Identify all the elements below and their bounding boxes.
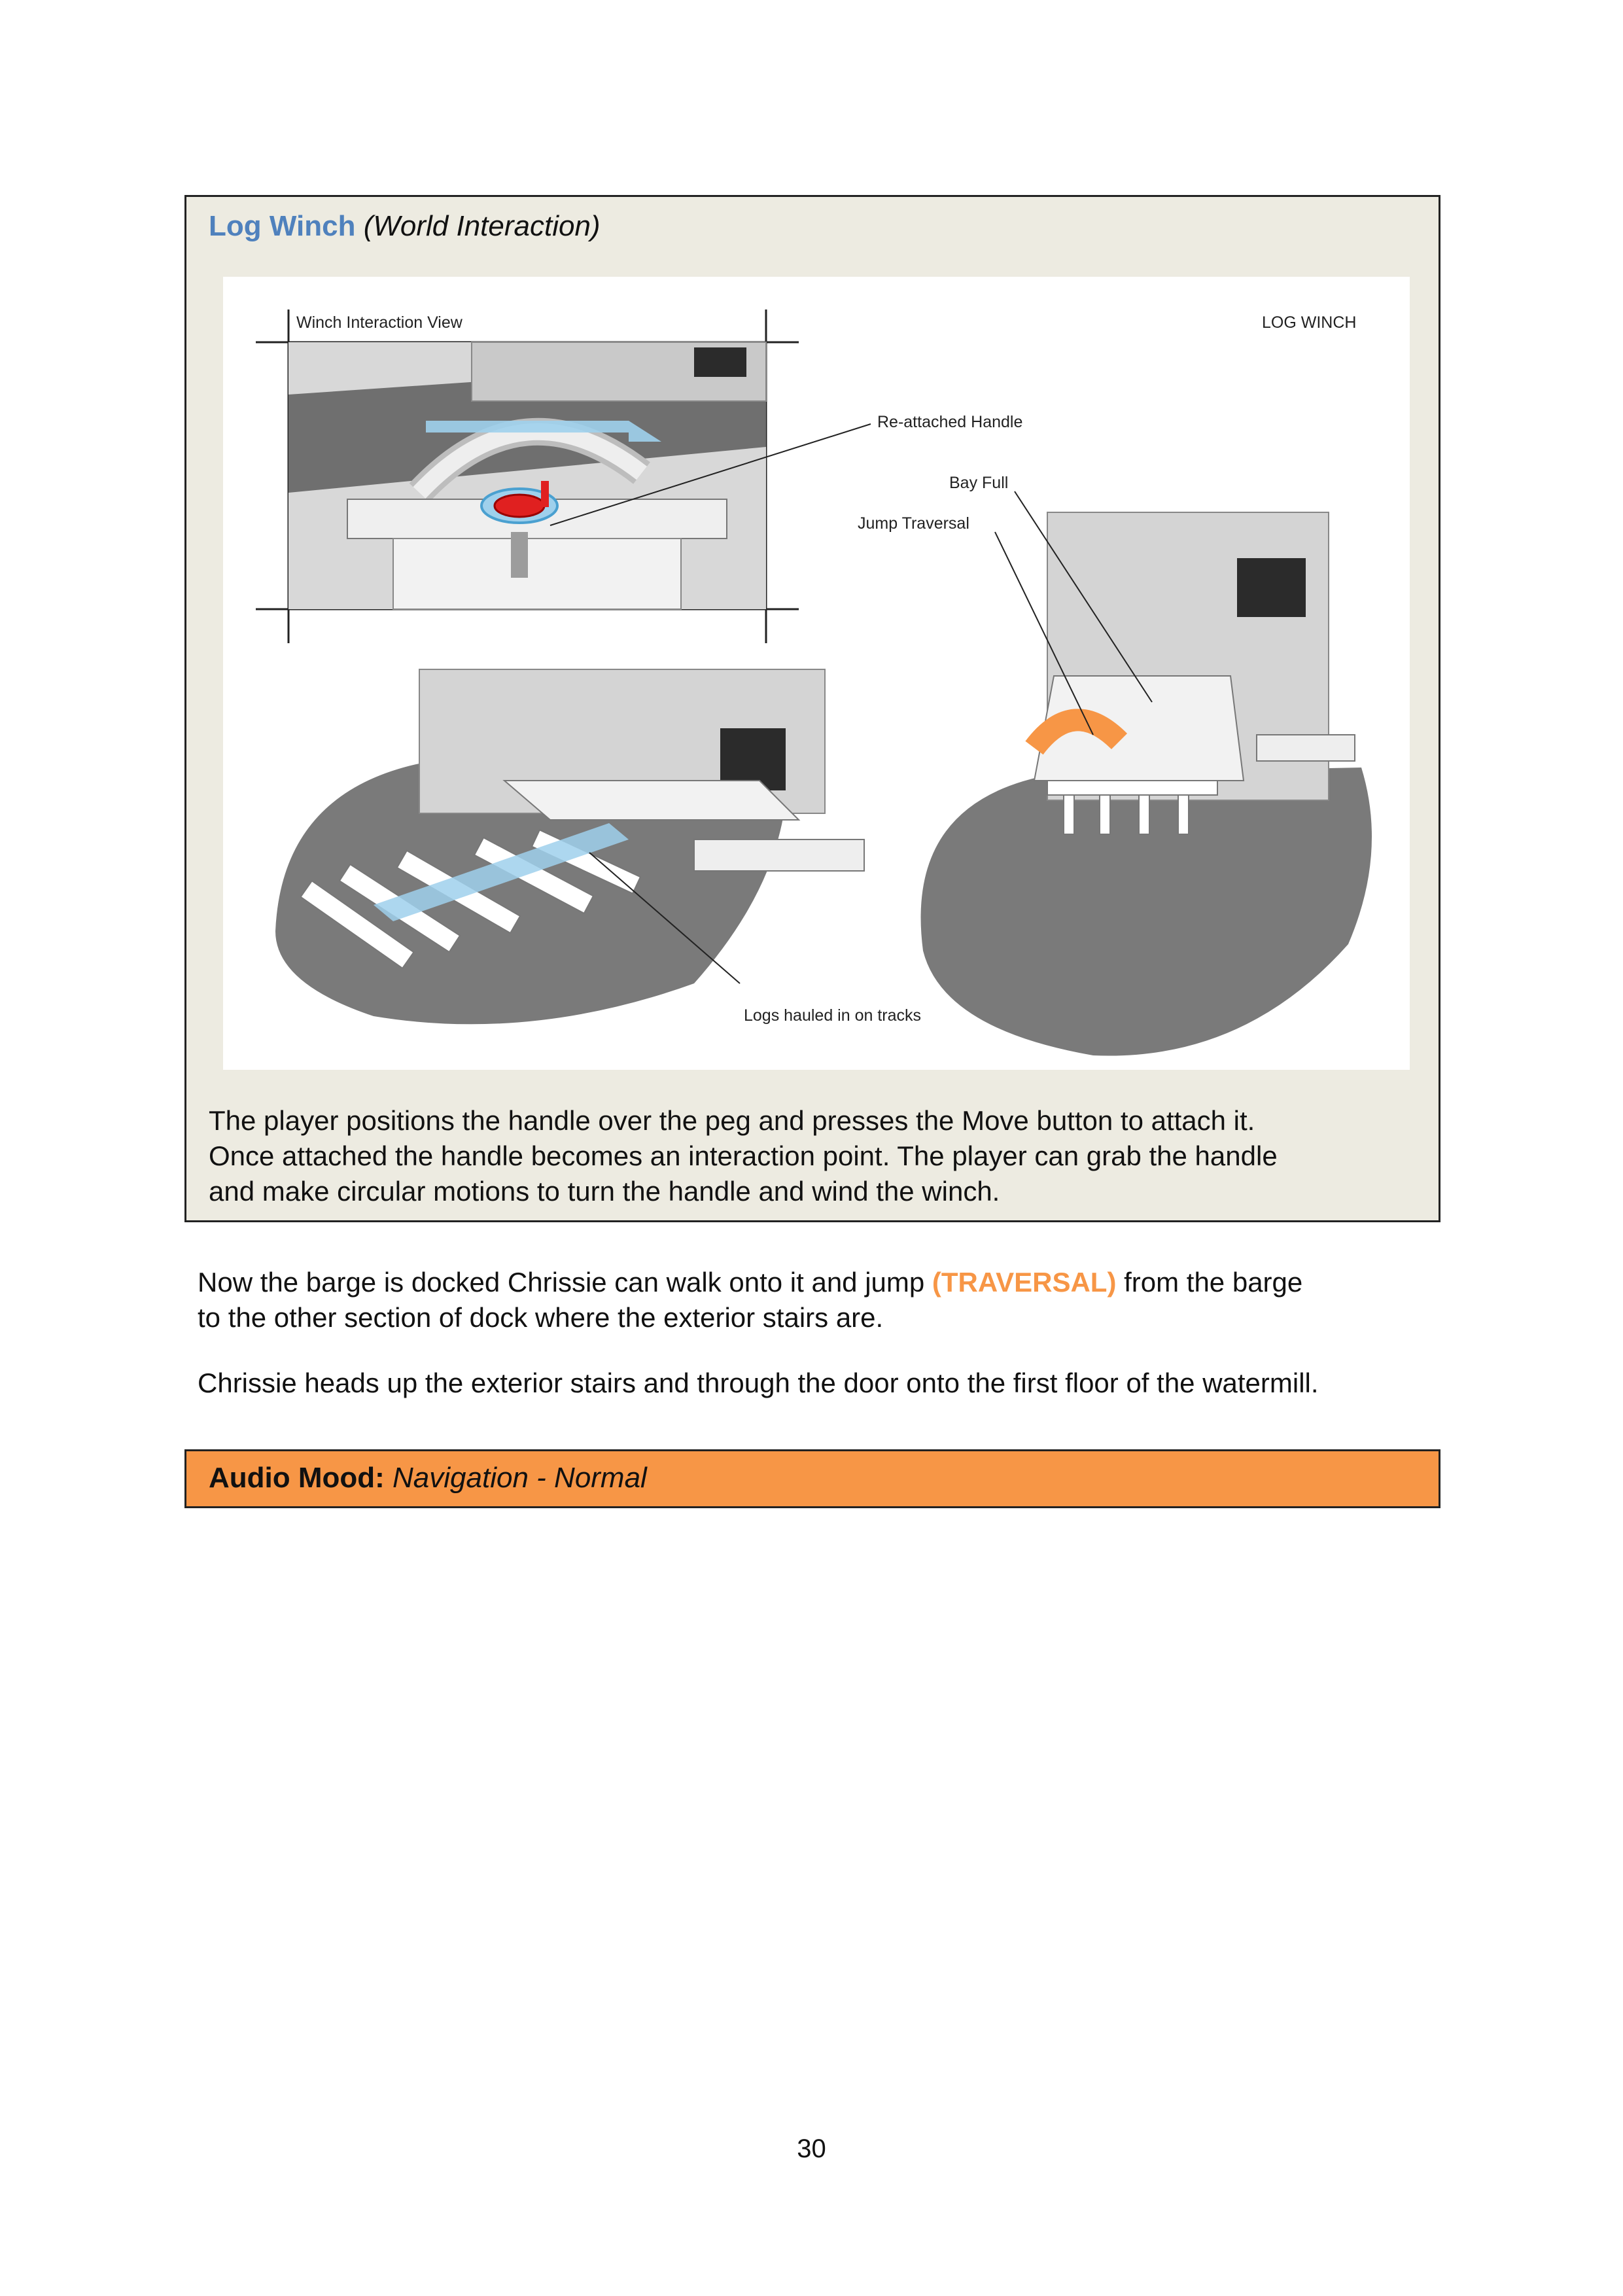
log-track-scene [275,669,864,1024]
paragraph1-text-b: from the barge [1116,1267,1303,1298]
panel-description: The player positions the handle over the peg and presses the Move button to attach it. Once attached the handle becomes an interaction point. The player can grab the handle and make circular motions to turn the handle and wind the winch. [209,1105,1278,1207]
traversal-tag: (TRAVERSAL) [932,1267,1117,1298]
panel-title-subtitle: (World Interaction) [363,210,601,242]
page-number: 30 [797,2134,826,2163]
audio-mood-value: Navigation - Normal [393,1462,647,1494]
audio-mood-bar [184,1449,1440,1508]
label-winch-view: Winch Interaction View [296,313,462,332]
label-reattached-handle: Re-attached Handle [877,413,1023,431]
panel-title-main: Log Winch [209,210,356,242]
label-logs-hauled: Logs hauled in on tracks [744,1006,922,1025]
bay-full-scene [921,512,1372,1056]
log-winch-figure [223,277,1410,1070]
winch-interaction-view [256,309,799,643]
log-winch-illustration [223,277,1410,1070]
label-log-winch: LOG WINCH [1262,313,1357,332]
log-winch-panel [184,195,1440,1222]
panel-title [209,210,601,243]
winch-handle-icon [495,495,544,517]
label-bay-full: Bay Full [949,474,1009,492]
door-icon-right [1237,558,1306,617]
traversal-paragraph [198,1265,1302,1335]
paragraph1-text-c: to the other section of dock where the exterior stairs are. [198,1302,884,1333]
stairs-paragraph: Chrissie heads up the exterior stairs and through the door onto the first floor of the watermill. [198,1368,1319,1398]
paragraph1-text-a: Now the barge is docked Chrissie can walk onto it and jump [198,1267,932,1298]
window-icon [694,347,746,377]
label-jump-traversal: Jump Traversal [858,514,969,533]
audio-mood-label: Audio Mood: [209,1462,385,1494]
